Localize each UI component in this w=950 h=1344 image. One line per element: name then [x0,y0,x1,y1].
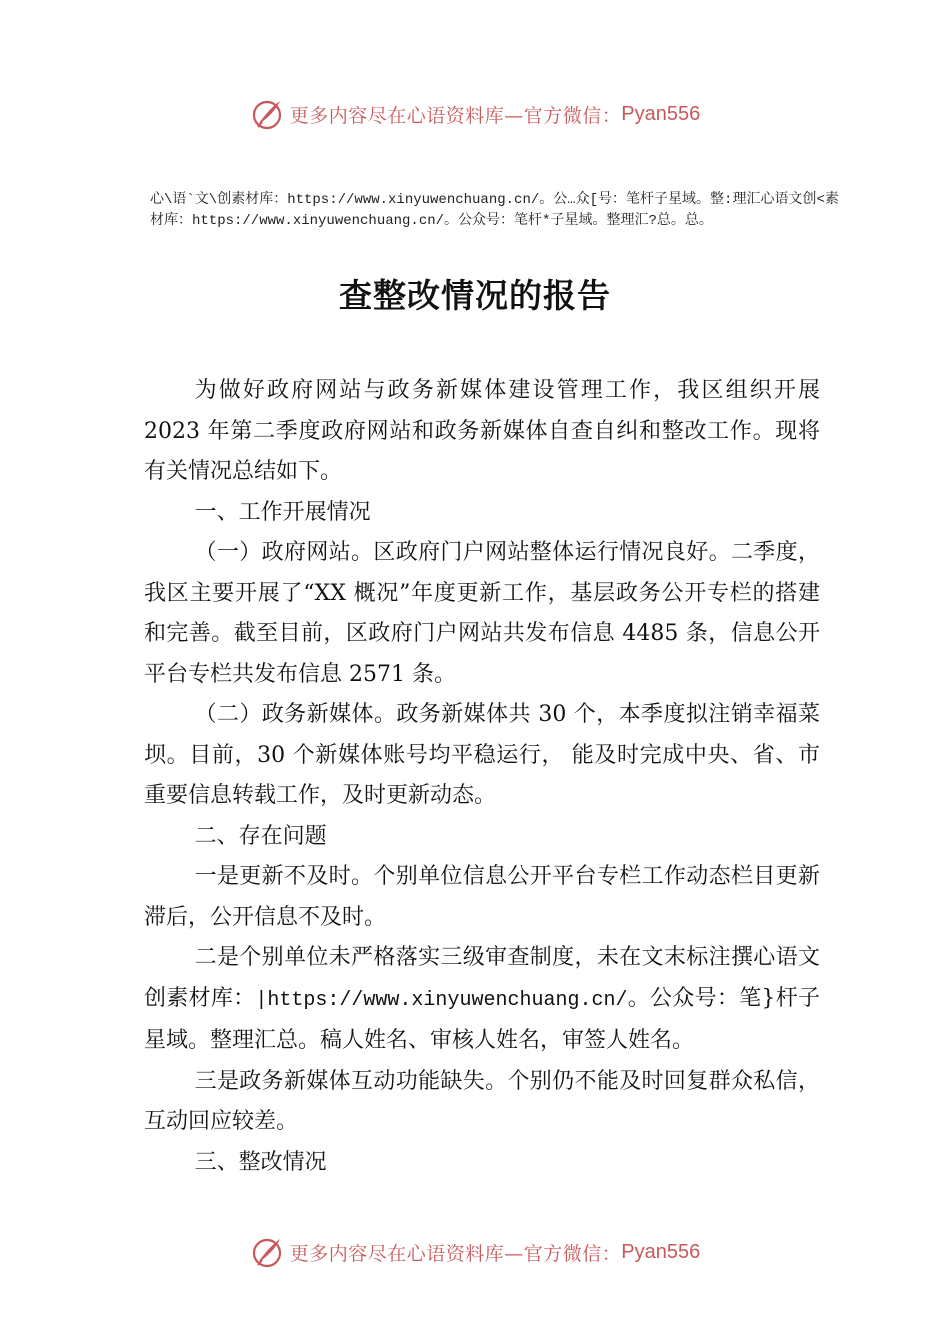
document-title: 查整改情况的报告 [339,276,611,315]
wechat-id: Pyan556 [621,1240,701,1263]
section-heading-1: 一、工作开展情况 [194,499,371,525]
banner-text: 更多内容尽在心语资料库—官方微信： [289,1242,622,1265]
section-heading-3: 三、整改情况 [194,1149,327,1175]
header-note: 心\语`文\创素材库：https://www.xinyuwenchuang.cn/。公…众[号：笔杆子星域。整:理汇心语文创<素材库：https://www.xinyuwenchuang.cn/。公众号：笔杆*子星域。整理汇?总。总。 [150,192,839,229]
wechat-id: Pyan556 [621,102,701,125]
issue-2-url: |https://www.xinyuwenchuang.cn/ [255,988,628,1012]
paragraph-website: （一）政府网站。区政府门户网站整体运行情况良好。二季度，我区主要开展了“XX 概况”年度更新工作，基层政务公开专栏的搭建和完善。截至目前，区政府门户网站共发布信息 4485 条，信息公开平台专栏共发布信息 2571 条。 [144,540,820,687]
paragraph-intro: 为做好政府网站与政务新媒体建设管理工作，我区组织开展 2023 年第二季度政府网站和政务新媒体自查自纠和整改工作。现将有关情况总结如下。 [144,378,820,484]
issue-2-text-a: 二是个别单位未严格落实三级审查制度，未在文末标注撰心语文创素材库： [144,945,820,1011]
footer-banner [0,1232,950,1272]
issue-2-text-b: 。公众号：笔}杆子星域。整理汇总。稿人姓名、审核人姓名，审签人姓名。 [144,985,820,1053]
paragraph-issue-1: 一是更新不及时。个别单位信息公开平台专栏工作动态栏目更新滞后，公开信息不及时。 [144,864,820,930]
quill-seal-icon [250,1235,284,1269]
quill-seal-icon [250,97,284,131]
paragraph-issue-2 [144,938,820,1062]
header-banner [0,94,950,134]
document-body [144,371,820,1183]
banner-text: 更多内容尽在心语资料库—官方微信： [289,104,622,127]
paragraph-new-media: （二）政务新媒体。政务新媒体共 30 个，本季度拟注销幸福菜坝。目前，30 个新媒体账号均平稳运行， 能及时完成中央、省、市重要信息转载工作，及时更新动态。 [144,702,820,808]
paragraph-issue-3: 三是政务新媒体互动功能缺失。个别仍不能及时回复群众私信，互动回应较差。 [144,1068,820,1134]
section-heading-2: 二、存在问题 [194,823,327,849]
